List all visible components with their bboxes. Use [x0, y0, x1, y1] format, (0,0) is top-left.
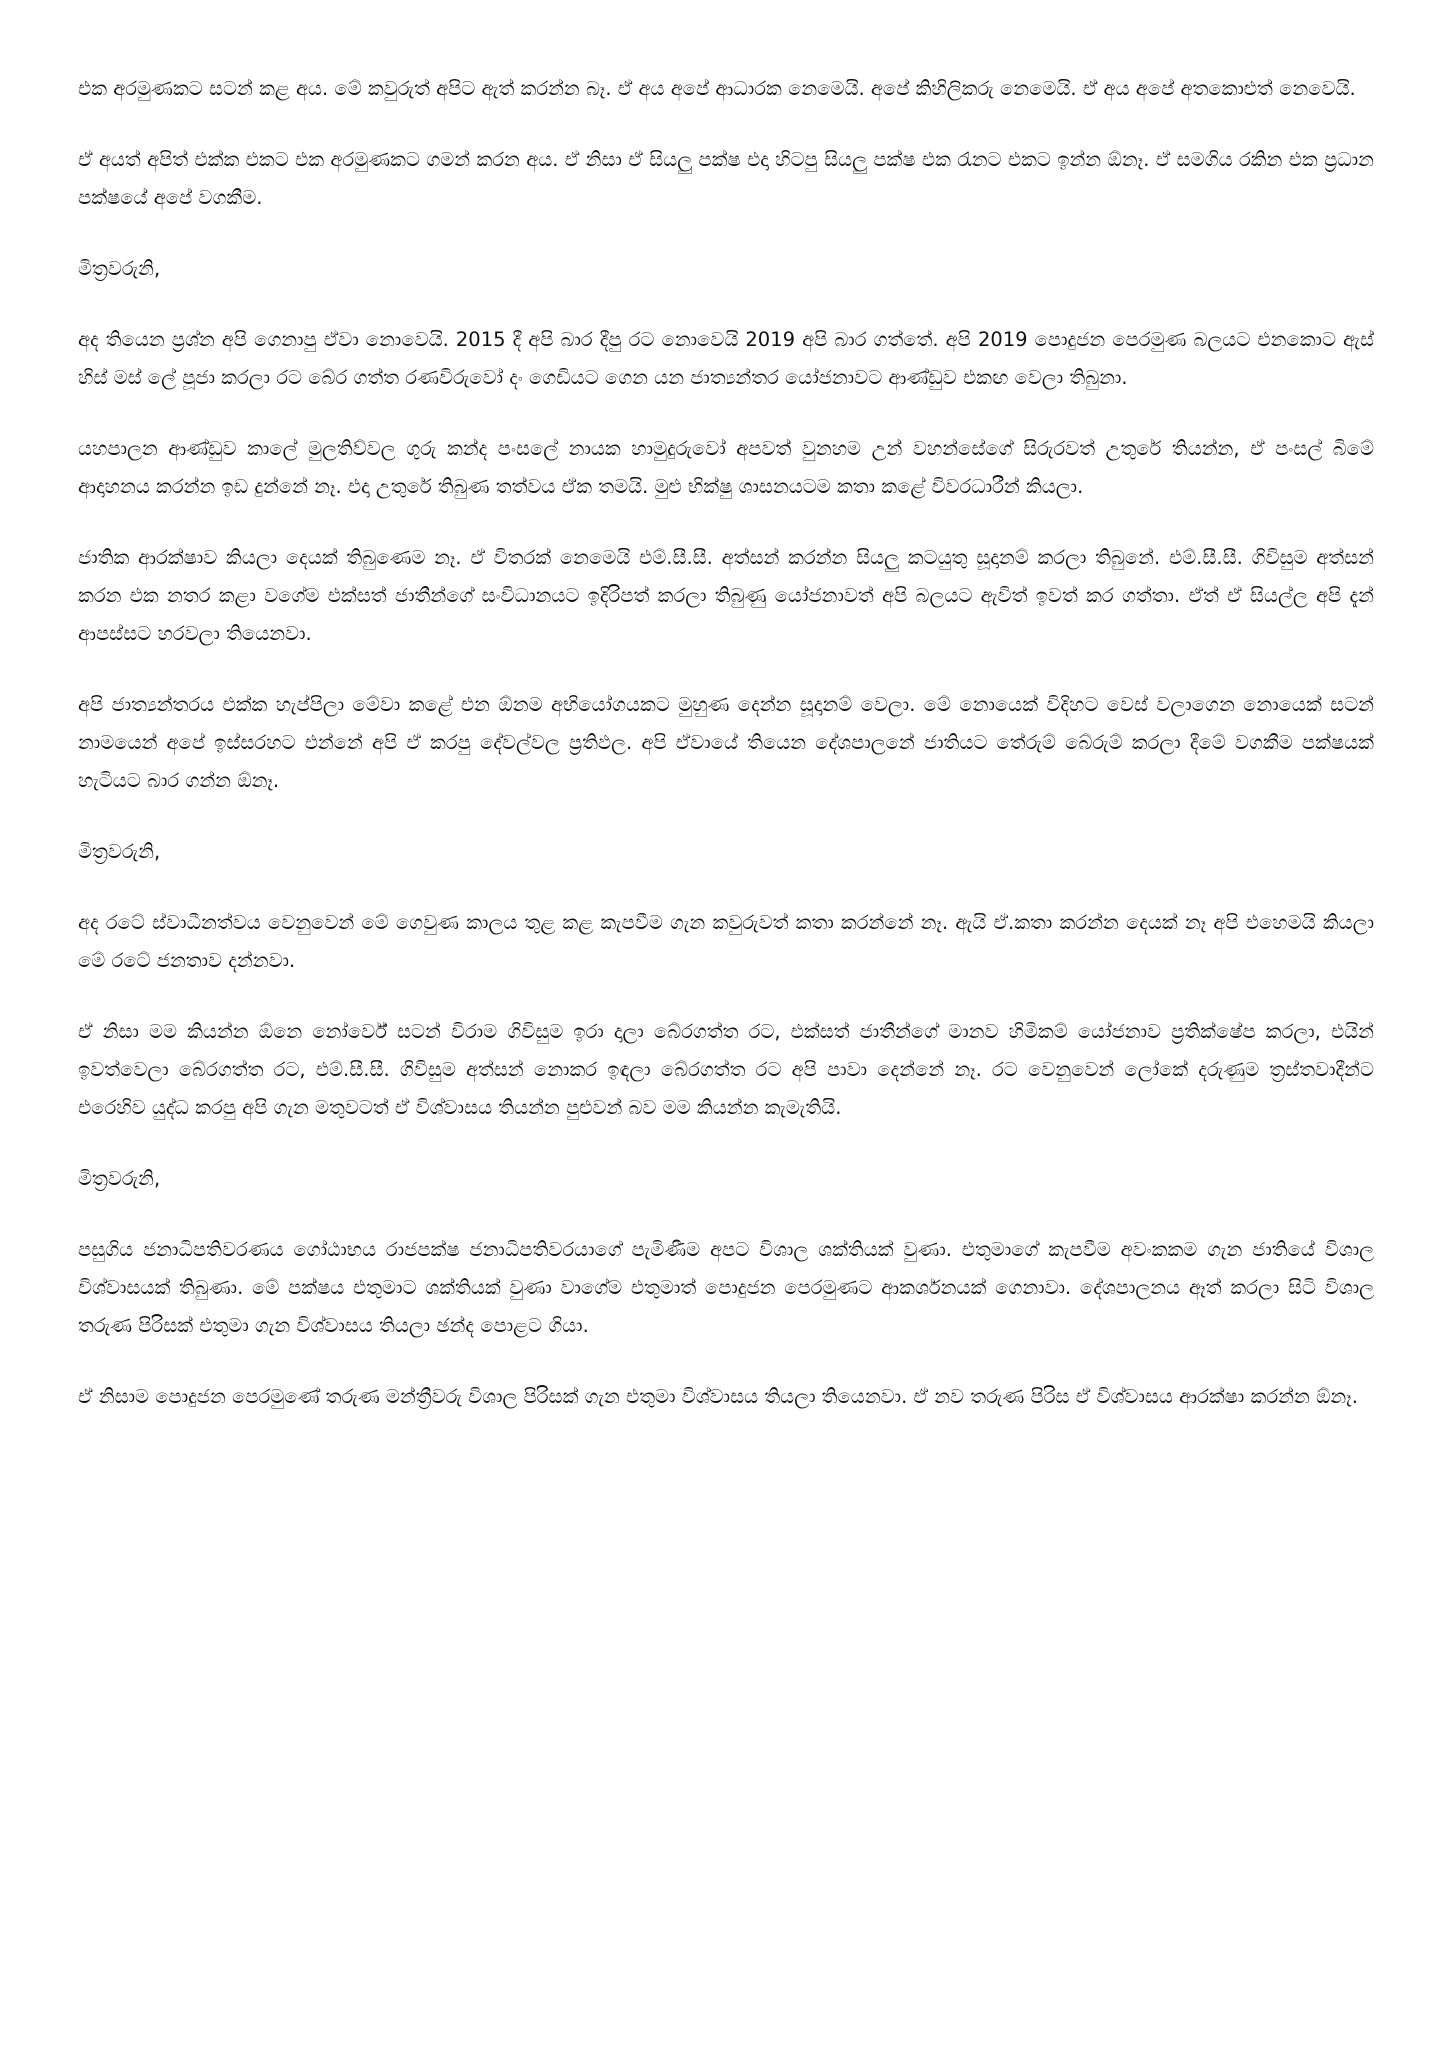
paragraph: යහපාලන ආණ්ඩුව කාලේ මුලතිව්වල ගුරු කන්ද පංසලේ නායක හාමුදුරුවෝ අපවත් වුනහම උන් වහන්සේගේ සිරුරවත් උතුරේ තියන්න, ඒ පංසල් බිමේ ආදාහනය කරන්න ඉඩ දුන්නේ නෑ. එදා උතුරේ තිබුණ තත්වය ඒක තමයි. මුළු භික්ෂු ශාසනයටම කතා කළේ විවරධාරීන් කියලා. — [78, 437, 1374, 498]
paragraph: ඒ නිසාම පොදුජන පෙරමුණේ තරුණ මන්ත්‍රීවරු විශාල පිරිසක් ගැන එතුමා විශ්වාසය තියලා තියෙනවා. ඒ නව තරුණ පිරිස ඒ විශ්වාසය ආරක්ෂා කරන්න ඕනෑ. — [78, 1385, 1358, 1408]
paragraph: ඒ අයත් අපිත් එක්ක එකට එක අරමුණකට ගමන් කරන අය. ඒ නිසා ඒ සියලු පක්ෂ එදා හිටපු සියලු පක්ෂ එක රැනට එකට ඉන්න ඕනෑ. ඒ සමගිය රකින එක ප්‍රධාන පක්ෂයේ අපේ වගකීම. — [78, 148, 1374, 209]
paragraph: ඒ නිසා මම කියන්න ඕනෙ නෝර්වේ සටන් විරාම ගිවිසුම ඉරා දාලා බේරගත්ත රට, එක්සත් ජාතීන්ගේ මානව හිමිකම් යෝජනාව ප්‍රතික්ෂේප කරලා, එයින් ඉවත්වෙලා බේරගත්ත රට, එම්.සී.සී. ගිවිසුම අත්සන් නොකර ඉඳලා බේරගත්ත රට අපි පාවා දෙන්නේ නෑ. රට වෙනුවෙන් ලෝකේ දරුණුම ත්‍රස්තවාදීන්ට එරෙහිව යුද්ධ කරපු අපි ගැන මතුවටත් ඒ විශ්වාසය තියන්න පුළුවන් බව මම කියන්න කැමැතියි. — [78, 1020, 1374, 1119]
salutation: මිත්‍රවරුනි, — [78, 840, 161, 863]
paragraph: එක අරමුණකට සටන් කළ අය. මේ කවුරුත් අපිට ඇත් කරන්න බෑ. ඒ අය අපේ ආධාරක නෙමෙයි. අපේ කිහිලිකරු නෙමෙයි. ඒ අය අපේ අතකොළුත් නෙවෙයි. — [78, 77, 1356, 100]
paragraph: අද තියෙන ප්‍රශ්න අපි ගෙනාපු ඒවා නොවෙයි. 2015 දී අපි බාර දීපු රට නොවෙයි 2019 අපි බාර ගත්තේ. අපි 2019 පොදුජන පෙරමුණ බලයට එනකොට ඇස් හිස් මස් ලේ පූජා කරලා රට බේර ගත්ත රණවිරුවෝ දං ගෙඩියට ගෙන යන ජාත්‍යන්තර යෝජනාවට ආණ්ඩුව එකඟ වෙලා තිබුනා. — [78, 328, 1374, 389]
paragraph: ජාතික ආරක්ෂාව කියලා දෙයක් තිබුණෙම නෑ. ඒ විතරක් නෙමෙයි එම්.සී.සී. අත්සන් කරන්න සියලු කටයුතු සූදානම් කරලා තිබුනේ. එම්.සී.සී. ගිවිසුම අත්සන් කරන එක නතර කළා වගේම එක්සත් ජාතීන්ගේ සංවිධානයට ඉදිරිපත් කරලා තිබුණු යෝජනාවත් අපි බලයට ඇවිත් ඉවත් කර ගත්තා. ඒත් ඒ සියල්ල අපි දැන් ආපස්සට හරවලා තියෙනවා. — [78, 546, 1374, 645]
paragraph: අපි ජාත්‍යන්තරය එක්ක හැප්පිලා මේවා කළේ එන ඕනම අභියෝගයකට මුහුණ දෙන්න සූදානම් වෙලා. මේ නොයෙක් විදිහට වෙස් වලාගෙන නොයෙක් සටන් නාමයෙන් අපේ ඉස්සරහට එන්නේ අපි ඒ කරපු දේවල්වල ප්‍රතිඵල. අපි ඒවායේ තියෙන දේශපාලනේ ජාතියට තේරුම් බේරුම් කරලා දීමේ වගකීම පක්ෂයක් හැටියට බාර ගන්න ඕනෑ. — [78, 693, 1374, 792]
paragraph: පසුගිය ජනාධිපතිවරණය ගෝඨාභය රාජපක්ෂ ජනාධිපතිවරයාගේ පැමිණීම අපට විශාල ශක්තියක් වුණා. එතුමාගේ කැපවීම අවංකකම ගැන ජාතියේ විශාල විශ්වාසයක් තිබුණා. මේ පක්ෂය එතුමාට ශක්තියක් වුණා වාගේම එතුමාත් පොදුජන පෙරමුණට ආකර්ශනයක් ගෙනාවා. දේශපාලනය ඈත් කරලා සිටි විශාල තරුණ පිරිසක් එතුමා ගැන විශ්වාසය තියලා ඡන්ද පොළට ගියා. — [78, 1238, 1374, 1337]
salutation: මිත්‍රවරුනි, — [78, 257, 161, 280]
salutation: මිත්‍රවරුනි, — [78, 1167, 161, 1190]
paragraph: අද රටේ ස්වාධීනත්වය වෙනුවෙන් මේ ගෙවුණ කාලය තුළ කළ කැපවීම ගැන කවුරුවත් කතා කරන්නේ නෑ. ඇයි ඒ.කතා කරන්න දෙයක් නෑ අපි එහෙමයි කියලා මේ රටේ ජනතාව දන්නවා. — [78, 911, 1374, 972]
